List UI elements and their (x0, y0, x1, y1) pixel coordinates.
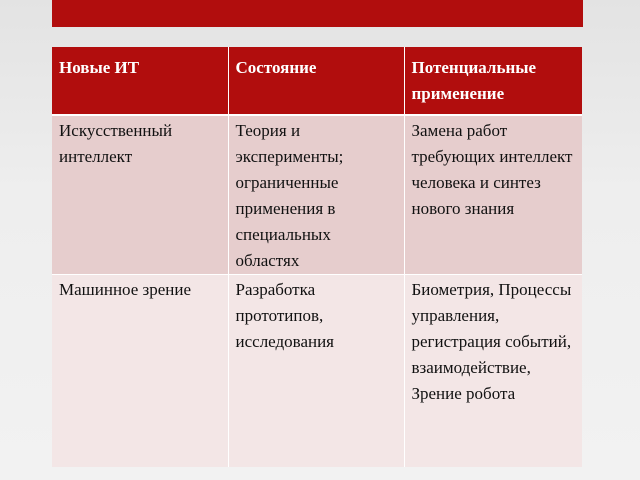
header-status: Состояние (228, 47, 404, 115)
header-application: Потенциальные применение (404, 47, 582, 115)
header-new-it: Новые ИТ (52, 47, 228, 115)
cell-application: Замена работ требующих интеллект человека и синтез нового знания (404, 115, 582, 275)
table-row (52, 275, 582, 468)
cell-technology: Искусственный интеллект (52, 115, 228, 275)
cell-status: Разработка прототипов, исследования (228, 275, 404, 468)
it-table (52, 47, 582, 467)
cell-status: Теория и эксперименты; ограниченные применения в специальных областях (228, 115, 404, 275)
title-bar (52, 0, 583, 27)
table-header-row (52, 47, 582, 115)
cell-technology: Машинное зрение (52, 275, 228, 468)
it-table-container (52, 47, 582, 459)
table-row (52, 115, 582, 275)
cell-application: Биометрия, Процессы управления, регистрация событий, взаимодействие, Зрение робота (404, 275, 582, 468)
